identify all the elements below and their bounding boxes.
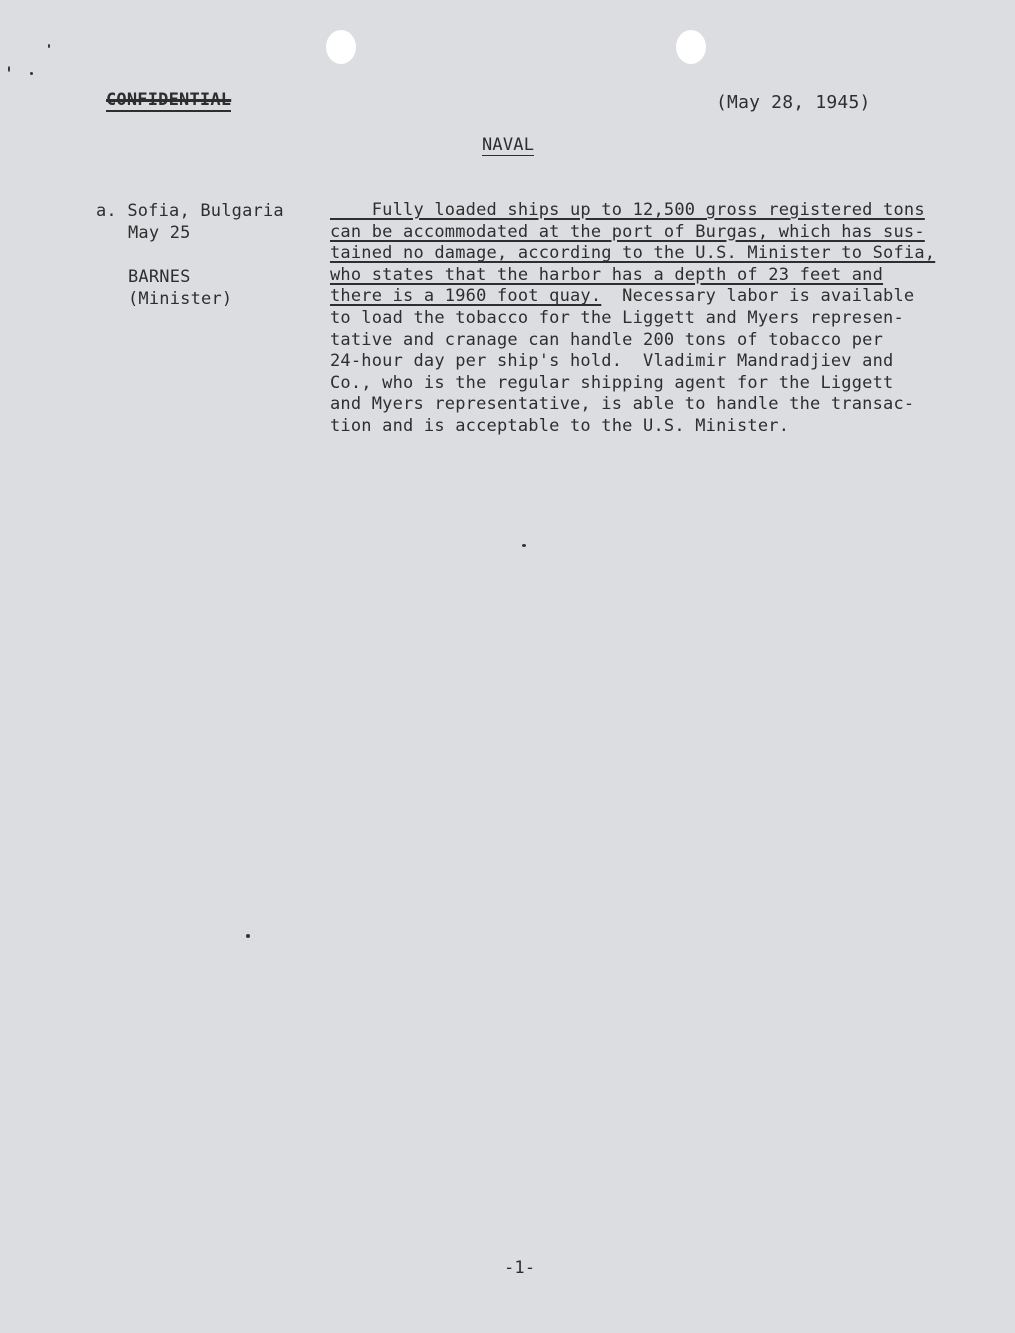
body-line: Fully loaded ships up to 12,500 gross registered tons	[330, 200, 925, 220]
entry-location: Sofia, Bulgaria	[127, 201, 284, 221]
scan-speck	[246, 934, 250, 938]
entry-author: BARNES	[128, 267, 191, 287]
scan-speck	[30, 72, 33, 75]
body-line-underlined: there is a 1960 foot quay.	[330, 286, 602, 307]
entry-author-role: (Minister)	[128, 289, 233, 309]
entry-date: May 25	[128, 223, 191, 243]
body-line: can be accommodated at the port of Burgas, which has sus-	[330, 221, 925, 242]
body-line: to load the tobacco for the Liggett and Myers represen-	[330, 307, 904, 328]
body-line: Co., who is the regular shipping agent for the Liggett	[330, 372, 894, 393]
entry-heading-line	[96, 201, 284, 221]
classification-stamp: CONFIDENTIAL	[106, 90, 232, 110]
document-date: (May 28, 1945)	[716, 92, 871, 113]
entry-body	[330, 200, 960, 438]
body-line: tained no damage, according to the U.S. Minister to Sofia,	[330, 243, 936, 264]
punch-hole-left	[326, 30, 356, 64]
scan-speck	[522, 544, 526, 547]
item-label: a.	[96, 201, 117, 221]
body-line: 24-hour day per ship's hold. Vladimir Mandradjiev and	[330, 351, 894, 372]
body-line-rest: Necessary labor is available	[601, 286, 915, 307]
body-line: tative and cranage can handle 200 tons of tobacco per	[330, 329, 884, 350]
entry-source	[96, 200, 316, 310]
body-line: who states that the harbor has a depth of 23 feet and	[330, 264, 884, 285]
scan-speck	[48, 44, 50, 48]
section-title: NAVAL	[482, 135, 535, 155]
body-line: tion and is acceptable to the U.S. Minister.	[330, 415, 790, 436]
body-line-split	[330, 286, 960, 308]
page-number: -1-	[504, 1258, 536, 1278]
body-line: and Myers representative, is able to handle the transac-	[330, 394, 915, 415]
scan-speck	[8, 66, 10, 72]
punch-hole-right	[676, 30, 706, 64]
